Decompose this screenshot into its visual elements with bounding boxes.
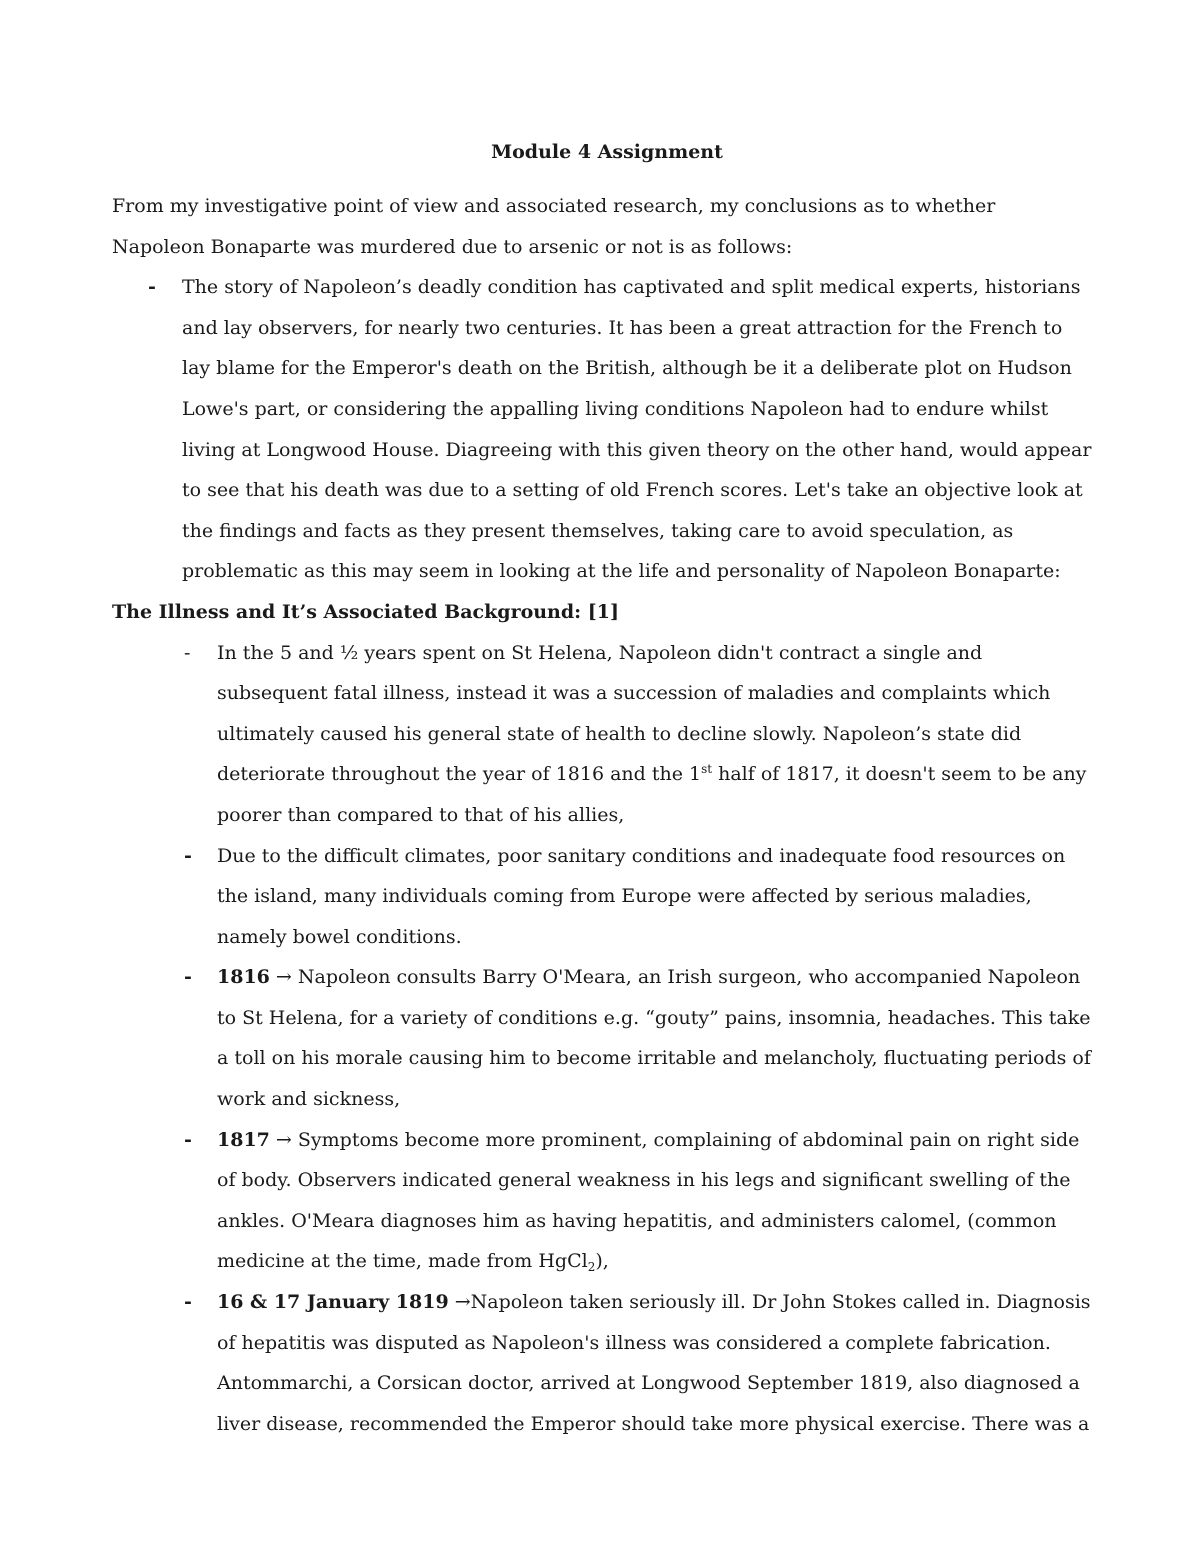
intro-bullet-text: The story of Napoleon’s deadly condition has captivated and split medical experts, historians and lay observers, for nearly two centuries. It has been a great attraction for the French to lay blame for the Emperor's death on the British, although be it a deliberate plot on Hudson Lowe's part, or considering the appalling living conditions Napoleon had to endure whilst living at Longwood House. Diagreeing with this given theory on the other hand, would appear to see that his death was due to a setting of old French scores. Let's take an objective look at the findings and facts as they present themselves, taking care to avoid speculation, as problematic as this may seem in looking at the life and personality of Napoleon Bonaparte: — [182, 276, 1092, 583]
bullet-marker: - — [184, 641, 191, 664]
list-item-text: Symptoms become more prominent, complaining of abdominal pain on right side of body. Observers indicated general weakness in his legs and significant swelling of the ankles. O'Meara diagnoses him as having hepatitis, and administers calomel, (common medicine at the time, made from HgCl — [217, 1128, 1080, 1273]
list-item-text: Napoleon taken seriously ill. Dr John Stokes called in. Diagnosis of hepatitis was disputed as Napoleon's illness was considered a complete fabrication. Antommarchi, a Corsican doctor, arrived at Longwood September 1819, also diagnosed a liver disease, recommended the Emperor should take more physical exercise. There was a — [217, 1291, 1091, 1435]
section-heading: The Illness and It’s Associated Background: [1] — [112, 600, 619, 623]
list-item — [112, 1120, 1092, 1282]
bullet-marker: - — [148, 276, 156, 299]
list-item-text-cont: half of 1817, it doesn't seem to be any poorer than compared to that of his allies, — [217, 763, 1087, 826]
bullet-marker: - — [184, 966, 192, 989]
list-item — [112, 633, 1092, 836]
intro-bullet — [112, 267, 1092, 592]
bullet-marker: - — [184, 1128, 192, 1151]
page-title: Module 4 Assignment — [491, 141, 723, 163]
list-item-text: In the 5 and ½ years spent on St Helena, Napoleon didn't contract a single and subsequent fatal illness, instead it was a succession of maladies and complaints which ultimately caused his general state of health to decline slowly. Napoleon’s state did deteriorate throughout the year of 1816 and the 1 — [217, 641, 1051, 786]
list-item-text: Napoleon consults Barry O'Meara, an Irish surgeon, who accompanied Napoleon to St Helena, for a variety of conditions e.g. “gouty” pains, insomnia, headaches. This take a toll on his morale causing him to become irritable and melancholy, fluctuating periods of work and sickness, — [217, 966, 1091, 1111]
list-item-date: 1816 — [217, 966, 270, 989]
bullet-marker: - — [184, 1291, 192, 1314]
list-item-date: 16 & 17 January 1819 — [217, 1291, 449, 1314]
document-page — [112, 132, 1092, 1444]
arrow: → — [448, 1291, 471, 1314]
list-item-date: 1817 — [217, 1128, 270, 1151]
arrow: → — [269, 966, 298, 989]
list-item — [112, 957, 1092, 1119]
superscript: st — [701, 762, 713, 777]
list-item — [112, 836, 1092, 958]
subscript: 2 — [587, 1260, 596, 1275]
bullet-marker: - — [184, 844, 192, 867]
list-item-text: Due to the difficult climates, poor sanitary conditions and inadequate food resources on the island, many individuals coming from Europe were affected by serious maladies, namely bowel conditions. — [217, 844, 1066, 948]
list-item — [112, 1282, 1092, 1444]
list-item-text-cont: ), — [595, 1250, 609, 1273]
arrow: → — [269, 1128, 298, 1151]
intro-paragraph: From my investigative point of view and associated research, my conclusions as to whether Napoleon Bonaparte was murdered due to arsenic or not is as follows: — [112, 195, 996, 258]
